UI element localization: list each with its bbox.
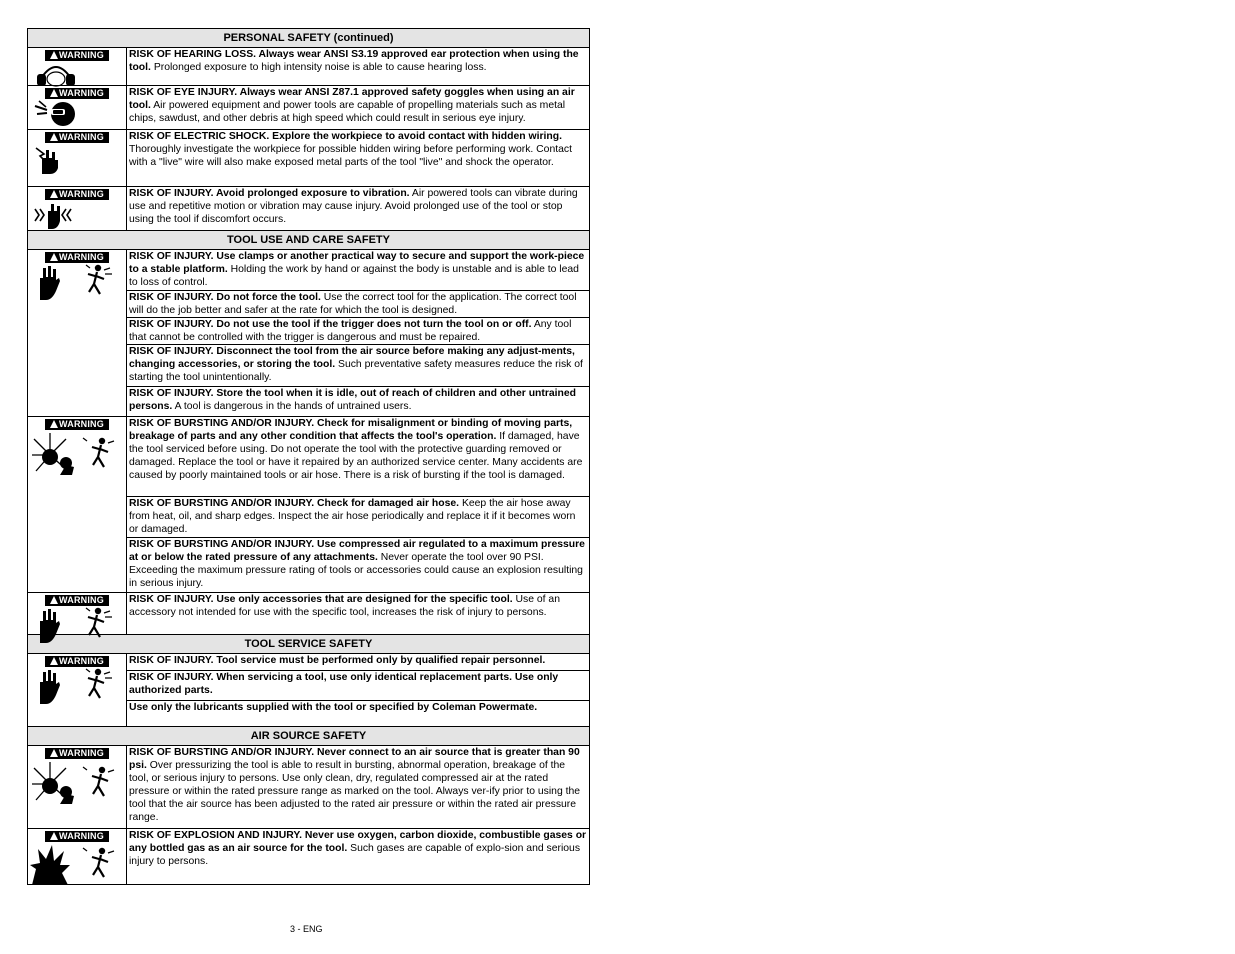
warning-entry xyxy=(127,318,589,345)
warning-entry-text: Never operate the tool over 90 PSI. Exceeding the maximum pressure rating of tools or accessories could cause an explosion resulting in serious injury. xyxy=(129,552,583,589)
warning-label: WARNING xyxy=(45,189,109,200)
warning-icon-cell xyxy=(28,48,127,85)
warning-entry-heading: RISK OF HEARING LOSS. Always wear ANSI S3.19 approved ear protection when using the tool. xyxy=(129,49,579,73)
warning-entry-text: Keep the air hose away from heat, oil, and sharp edges. Inspect the air hose periodically and replace it if it becomes worn or damaged. xyxy=(129,498,576,535)
warning-entry-heading: RISK OF BURSTING AND/OR INJURY. Use compressed air regulated to a maximum pressure at or below the rated pressure of any attachments. xyxy=(129,539,585,563)
warning-entry xyxy=(127,417,589,497)
section-header-tool-use-and-care-safety: TOOL USE AND CARE SAFETY xyxy=(27,230,590,249)
warning-entry-text: Over pressurizing the tool is able to result in bursting, abnormal operation, breakage of the tool, or serious injury to persons. Use only clean, dry, regulated compressed air at the rated pressure or within the rated pressure range as marked on the tool. Always ver-ify prior to using the tool that the air source has been adjusted to the rated air pressure or within the rated air pressure range. xyxy=(129,760,581,823)
alert-triangle-icon xyxy=(50,51,58,59)
warning-entry-text: Holding the work by hand or against the body is unstable and is able to lead to loss of control. xyxy=(129,264,579,288)
warning-block xyxy=(27,828,590,885)
warning-label: WARNING xyxy=(45,419,109,430)
warning-label: WARNING xyxy=(45,595,109,606)
alert-triangle-icon xyxy=(50,89,58,97)
warning-entry xyxy=(127,593,589,619)
warning-icon-cell xyxy=(28,593,127,634)
warning-icon-cell xyxy=(28,130,127,186)
warning-entry-text: Such preventative safety measures reduce the risk of starting the tool unintentionally. xyxy=(129,359,583,383)
warning-block xyxy=(27,129,590,186)
warning-icon-cell xyxy=(28,829,127,884)
warning-entry-text: Such gases are capable of explo-sion and serious injury to persons. xyxy=(129,843,581,867)
warning-icon-cell xyxy=(28,654,127,726)
warning-entry-text: Use of an accessory not intended for use with the specific tool, increases the risk of injury to persons. xyxy=(129,594,560,618)
warning-label: WARNING xyxy=(45,831,109,842)
warning-label: WARNING xyxy=(45,50,109,61)
section-header-personal-safety-continued: PERSONAL SAFETY (continued) xyxy=(27,28,590,47)
warning-icon-cell xyxy=(28,86,127,129)
warning-entry-heading: RISK OF INJURY. Do not force the tool. xyxy=(129,292,321,303)
hand-and-injury-icon xyxy=(34,607,114,650)
page-footer: 3 - ENG xyxy=(290,924,323,934)
warning-block xyxy=(27,85,590,129)
warning-entry-heading: RISK OF INJURY. Disconnect the tool from the air source before making any adjust-ments, changing accessories, or storing the tool. xyxy=(129,346,575,370)
electric-shock-icon xyxy=(34,144,64,181)
warning-block xyxy=(27,745,590,828)
warning-entry-heading: RISK OF EXPLOSION AND INJURY. Never use oxygen, carbon dioxide, combustible gases or any bottled gas as an air source for the tool. xyxy=(129,830,587,854)
warning-entry-heading: RISK OF BURSTING AND/OR INJURY. Check for misalignment or binding of moving parts, breakage of parts and any other condition that affects the tool's operation. xyxy=(129,418,573,442)
warning-entry-text: A tool is dangerous in the hands of untrained users. xyxy=(172,401,412,412)
alert-triangle-icon xyxy=(50,253,58,261)
warning-label: WARNING xyxy=(45,88,109,99)
safety-document xyxy=(27,28,590,885)
warning-block xyxy=(27,653,590,726)
warning-entry-text: Use the correct tool for the application. The correct tool will do the job better and safer at the rate for which the tool is designed. xyxy=(129,292,577,316)
warning-entry-heading: RISK OF BURSTING AND/OR INJURY. Check for damaged air hose. xyxy=(129,498,460,509)
warning-entry xyxy=(127,671,589,701)
bursting-and-injury-icon xyxy=(30,760,116,813)
hand-and-injury-icon xyxy=(34,668,114,711)
explosion-and-injury-icon xyxy=(30,843,116,892)
alert-triangle-icon xyxy=(50,657,58,665)
warning-entry xyxy=(127,86,589,125)
warning-entry-text: Air powered tools can vibrate during use and repetitive motion or vibration may cause injury. Avoid prolonged use of the tool or stop using the tool if discomfort occurs. xyxy=(129,188,578,225)
warning-block xyxy=(27,186,590,230)
warning-entry-heading: RISK OF INJURY. Use only accessories that are designed for the specific tool. xyxy=(129,594,513,605)
alert-triangle-icon xyxy=(50,133,58,141)
alert-triangle-icon xyxy=(50,832,58,840)
warning-entry xyxy=(127,250,589,291)
warning-entry-heading: RISK OF INJURY. Tool service must be performed only by qualified repair personnel. xyxy=(129,655,546,666)
warning-entry-heading: RISK OF BURSTING AND/OR INJURY. Never connect to an air source that is greater than 90 psi. xyxy=(129,747,580,771)
warning-entry-heading: RISK OF INJURY. When servicing a tool, use only identical replacement parts. Use only authorized parts. xyxy=(129,672,559,696)
warning-entry-text: Prolonged exposure to high intensity noise is able to cause hearing loss. xyxy=(150,62,487,73)
warning-label: WARNING xyxy=(45,656,109,667)
warning-entry xyxy=(127,538,589,591)
warning-entry xyxy=(127,48,589,74)
warning-entry-heading: RISK OF EYE INJURY. Always wear ANSI Z87.1 approved safety goggles when using an air tool. xyxy=(129,87,575,111)
warning-entry-text: If damaged, have the tool serviced before using. Do not operate the tool with the protective guarding removed or damaged. Replace the tool or have it repaired by an authorized service center. Many accidents are caused by poorly maintained tools or air hose. There is a risk of bursting if the tool is damaged. xyxy=(129,431,583,481)
warning-entry-heading: RISK OF INJURY. Avoid prolonged exposure to vibration. xyxy=(129,188,410,199)
alert-triangle-icon xyxy=(50,190,58,198)
warning-entry-heading: RISK OF ELECTRIC SHOCK. Explore the workpiece to avoid contact with hidden wiring. xyxy=(129,131,562,142)
warning-entry xyxy=(127,701,589,725)
warning-icon-cell xyxy=(28,187,127,230)
warning-label: WARNING xyxy=(45,748,109,759)
warning-block xyxy=(27,416,590,592)
warning-icon-cell xyxy=(28,417,127,592)
warning-block xyxy=(27,47,590,85)
eye-protection-icon xyxy=(33,98,77,133)
warning-entry xyxy=(127,829,589,868)
alert-triangle-icon xyxy=(50,420,58,428)
warning-label: WARNING xyxy=(45,252,109,263)
warning-label: WARNING xyxy=(45,132,109,143)
warning-entry xyxy=(127,345,589,387)
warning-icon-cell xyxy=(28,250,127,416)
warning-entry xyxy=(127,187,589,226)
warning-entry xyxy=(127,746,589,824)
warning-entry-text: Air powered equipment and power tools are capable of propelling materials such as metal chips, sawdust, and other debris at high speed which could result in serious eye injury. xyxy=(129,100,566,124)
warning-entry xyxy=(127,291,589,318)
warning-icon-cell xyxy=(28,746,127,828)
warning-entry xyxy=(127,387,589,415)
hand-and-injury-icon xyxy=(34,264,114,307)
vibration-icon xyxy=(32,201,74,236)
alert-triangle-icon xyxy=(50,596,58,604)
warning-entry xyxy=(127,497,589,538)
bursting-and-injury-icon xyxy=(30,431,116,484)
alert-triangle-icon xyxy=(50,749,58,757)
warning-entry-text: Thoroughly investigate the workpiece for possible hidden wiring before performing work. Contact with a "live" wire will also make exposed metal parts of the tool "live" and shock the operator. xyxy=(129,144,572,168)
warning-entry xyxy=(127,130,589,169)
warning-entry-heading: RISK OF INJURY. Use clamps or another practical way to secure and support the work-piece to a stable platform. xyxy=(129,251,585,275)
warning-entry-heading: RISK OF INJURY. Store the tool when it is idle, out of reach of children and other untrained persons. xyxy=(129,388,577,412)
warning-entry-heading: Use only the lubricants supplied with the tool or specified by Coleman Powermate. xyxy=(129,702,538,713)
warning-entry-heading: RISK OF INJURY. Do not use the tool if the trigger does not turn the tool on or off. xyxy=(129,319,532,330)
section-header-tool-service-safety: TOOL SERVICE SAFETY xyxy=(27,634,590,653)
warning-block xyxy=(27,592,590,634)
section-header-air-source-safety: AIR SOURCE SAFETY xyxy=(27,726,590,745)
warning-block xyxy=(27,249,590,416)
warning-entry-text: Any tool that cannot be controlled with the trigger is dangerous and must be repaired. xyxy=(129,319,572,343)
warning-entry xyxy=(127,654,589,671)
